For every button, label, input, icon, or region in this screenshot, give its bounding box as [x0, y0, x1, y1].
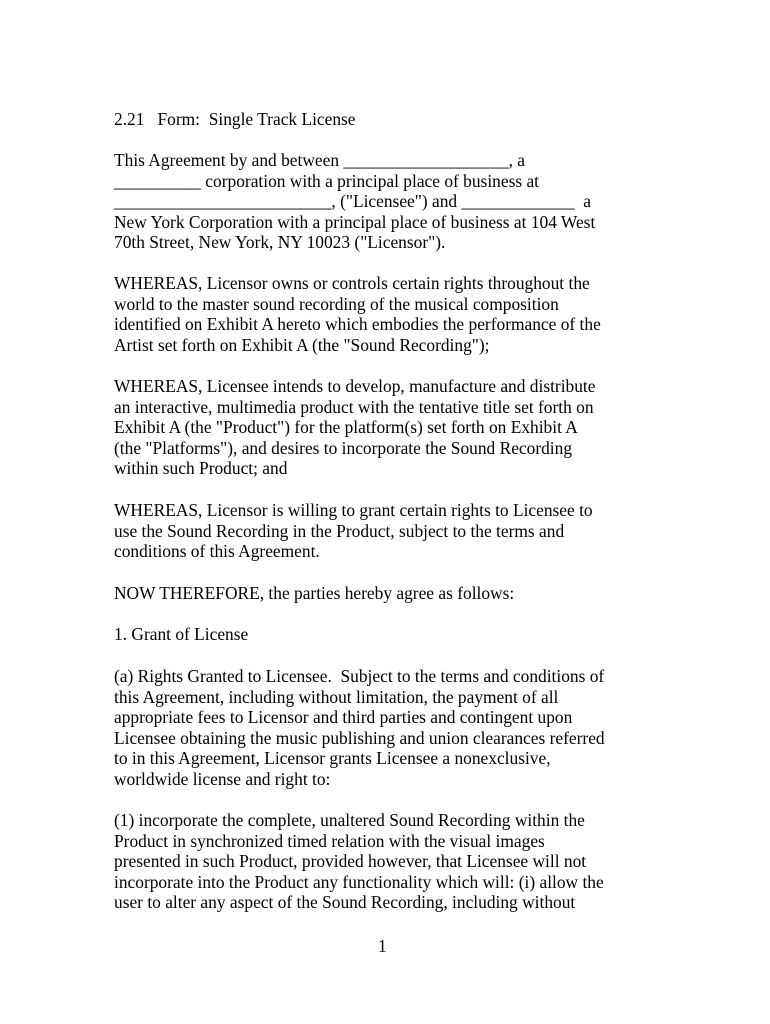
paragraph-line: 70th Street, New York, NY 10023 ("Licensor").: [114, 232, 446, 252]
paragraph-line: to in this Agreement, Licensor grants Licensee a nonexclusive,: [114, 748, 551, 768]
paragraph-line: (a) Rights Granted to Licensee. Subject to the terms and conditions of: [114, 666, 605, 686]
paragraph-line: Licensee obtaining the music publishing and union clearances referred: [114, 727, 605, 748]
paragraph-line: identified on Exhibit A hereto which embodies the performance of the: [114, 314, 601, 334]
paragraph-line: WHEREAS, Licensee intends to develop, manufacture and distribute: [114, 376, 596, 396]
paragraph-line: an interactive, multimedia product with the tentative title set forth on: [114, 396, 594, 417]
paragraph-line: user to alter any aspect of the Sound Recording, including without: [114, 892, 576, 912]
paragraph-line: This Agreement by and between ___________________, a: [114, 150, 526, 170]
paragraph-line: Product in synchronized timed relation with the visual images: [114, 830, 545, 851]
page-number: 1: [378, 936, 387, 956]
paragraph-line: incorporate into the Product any functionality which will: (i) allow the: [114, 871, 604, 892]
paragraph-line: presented in such Product, provided however, that Licensee will not: [114, 851, 587, 871]
paragraph-line: this Agreement, including without limitation, the payment of all: [114, 686, 559, 707]
paragraph-line: (the "Platforms"), and desires to incorporate the Sound Recording: [114, 437, 573, 458]
paragraph-line: use the Sound Recording in the Product, subject to the terms and: [114, 520, 565, 541]
paragraph-line: world to the master sound recording of the musical composition: [114, 293, 559, 314]
paragraph-line: _________________________, ("Licensee") and _____________ a: [114, 191, 591, 211]
paragraph-line: WHEREAS, Licensor is willing to grant certain rights to Licensee to: [114, 500, 593, 520]
paragraph-line: WHEREAS, Licensor owns or controls certain rights throughout the: [114, 273, 590, 293]
document-heading: 2.21 Form: Single Track License: [114, 109, 356, 129]
paragraph-line: conditions of this Agreement.: [114, 541, 320, 561]
paragraph-line: __________ corporation with a principal place of business at: [114, 170, 540, 191]
paragraph-line: worldwide license and right to:: [114, 768, 331, 789]
paragraph-line: NOW THEREFORE, the parties hereby agree as follows:: [114, 583, 515, 603]
paragraph-line: New York Corporation with a principal place of business at 104 West: [114, 211, 596, 232]
paragraph-line: 1. Grant of License: [114, 624, 249, 644]
paragraph-line: (1) incorporate the complete, unaltered Sound Recording within the: [114, 810, 585, 830]
paragraph-line: appropriate fees to Licensor and third parties and contingent upon: [114, 707, 573, 727]
paragraph-line: Artist set forth on Exhibit A (the "Sound Recording");: [114, 334, 490, 355]
paragraph-line: Exhibit A (the "Product") for the platform(s) set forth on Exhibit A: [114, 417, 578, 437]
paragraph-line: within such Product; and: [114, 458, 288, 478]
